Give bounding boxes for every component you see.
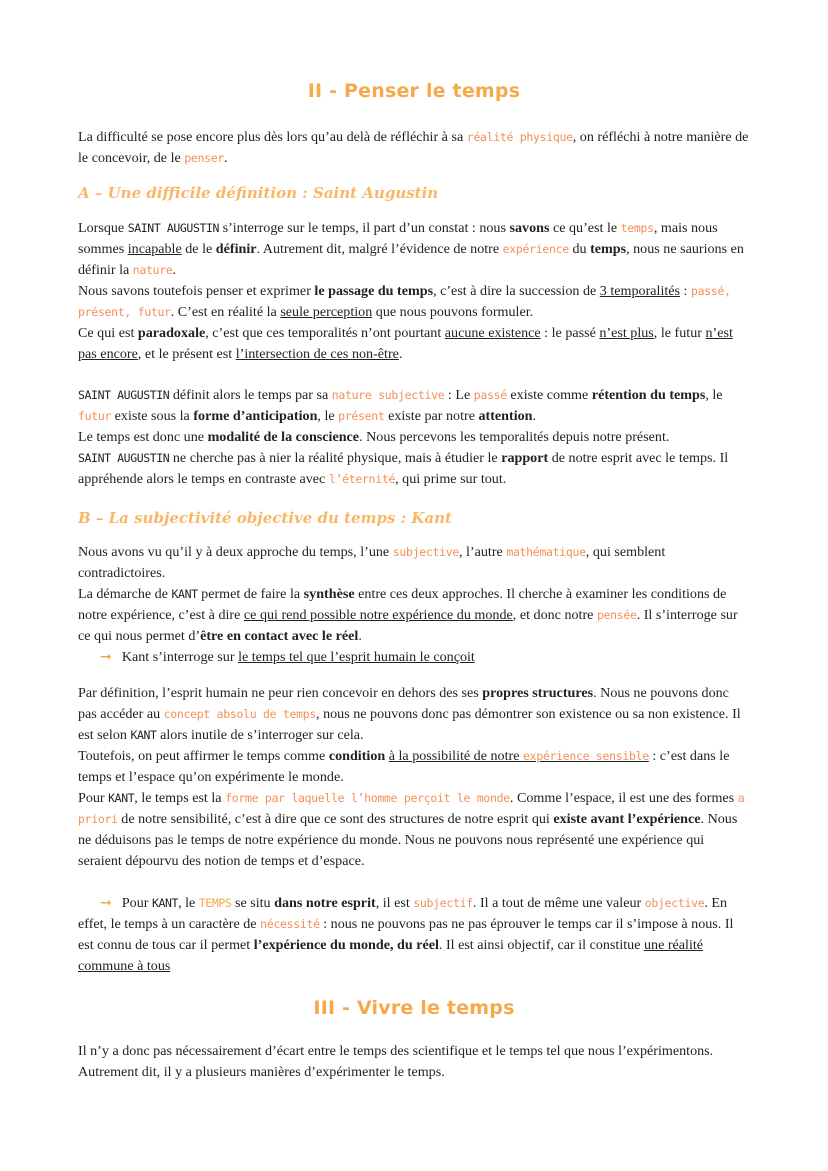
section-title-penser: II - Penser le temps <box>307 80 521 102</box>
arrow-icon: ➞ <box>100 895 112 911</box>
augustin-p2: Nous savons toutefois penser et exprimer le passage du temps, c’est à dire la succession de 3 temporalités : passé, présent, futur. C’est en réalité la seule perception que nous pouvons formuler. <box>78 283 731 320</box>
augustin-p4: SAINT AUGUSTIN définit alors le temps par sa nature subjective : Le passé existe comme rétention du temps, le futur existe sous la forme d’anticipation, le présent existe par notre attention. <box>78 387 723 424</box>
kant-p4: Toutefois, on peut affirmer le temps comme condition à la possibilité de notre expérience sensible : c’est dans le temps et l’espace qu’on expérimente le monde. <box>78 748 730 785</box>
section-title-vivre: III - Vivre le temps <box>313 997 515 1019</box>
subsection-title-augustin: A – Une difficile définition : Saint Augustin <box>78 184 439 202</box>
kant-p1: Nous avons vu qu’il y à deux approche du temps, l’une subjective, l’autre mathématique, qui semblent contradictoires. <box>78 544 666 581</box>
kant-conclusion <box>78 893 750 977</box>
vivre-paragraph: Il n’y a donc pas nécessairement d’écart entre le temps des scientifique et le temps tel que nous l’expérimentons. Autrement dit, il y a plusieurs manières d’expérimenter le temps. <box>78 1043 714 1080</box>
augustin-p1: Lorsque SAINT AUGUSTIN s’interroge sur le temps, il part d’un constat : nous savons ce qu’est le temps, mais nous sommes incapable de le définir. Autrement dit, malgré l’évidence de notre expérience du temps, nous ne saurions en définir la nature. <box>78 220 744 278</box>
augustin-paragraphs <box>78 218 750 365</box>
kant-p5: Pour KANT, le temps est la forme par laquelle l’homme perçoit le monde. Comme l’espace, il est une des formes a priori de notre sensibilité, c’est à dire que ce sont des structures de notre esprit qui existe avant l’expérience. Nous ne déduisons pas le temps de notre expérience du monde. Nous ne pouvons nous représenté une expérience qui seraient dépourvu des notion de temps et d’espace. <box>78 790 745 869</box>
kant-arrow-2: ➞ Pour KANT, le TEMPS se situ dans notre esprit, il est subjectif. Il a tout de même une valeur objective. En effet, le temps à un caractère de nécessité : nous ne pouvons pas ne pas éprouver le temps car il s’impose à nous. Il est connu de tous car il permet l’expérience du monde, du réel. Il est ainsi objectif, car il constitue une réalité commune à tous <box>78 895 734 974</box>
augustin-p5: Le temps est donc une modalité de la conscience. Nous percevons les temporalités depuis notre présent. <box>78 429 670 445</box>
intro-paragraph: La difficulté se pose encore plus dès lors qu’au delà de réfléchir à sa réalité physique, on réfléchi à notre manière de le concevoir, de le penser. <box>78 129 749 166</box>
kant-paragraphs <box>78 542 750 668</box>
kant-paragraphs-2 <box>78 683 750 872</box>
kant-p3: Par définition, l’esprit humain ne peur rien concevoir en dehors des ses propres structures. Nous ne pouvons donc pas accéder au concept absolu de temps, nous ne pouvons donc pas démontrer son existence ou sa non existence. Il est selon KANT alors inutile de s’interroger sur cela. <box>78 685 741 743</box>
kant-p2: La démarche de KANT permet de faire la synthèse entre ces deux approches. Il cherche à examiner les conditions de notre expérience, c’est à dire ce qui rend possible notre expérience du monde, et donc notre pensée. Il s’interroge sur ce qui nous permet d’être en contact avec le réel. <box>78 586 738 644</box>
subsection-title-kant: B – La subjectivité objective du temps : Kant <box>78 509 452 527</box>
augustin-paragraphs-2 <box>78 385 750 490</box>
arrow-icon: ➞ <box>100 649 112 665</box>
kant-arrow-1: ➞ Kant s’interroge sur le temps tel que l’esprit humain le conçoit <box>78 647 750 668</box>
augustin-p3: Ce qui est paradoxale, c’est que ces temporalités n’ont pourtant aucune existence : le passé n’est plus, le futur n’est pas encore, et le présent est l’intersection de ces non-être. <box>78 325 733 362</box>
augustin-p6: SAINT AUGUSTIN ne cherche pas à nier la réalité physique, mais à étudier le rapport de notre esprit avec le temps. Il appréhende alors le temps en contraste avec l’éternité, qui prime sur tout. <box>78 450 729 487</box>
